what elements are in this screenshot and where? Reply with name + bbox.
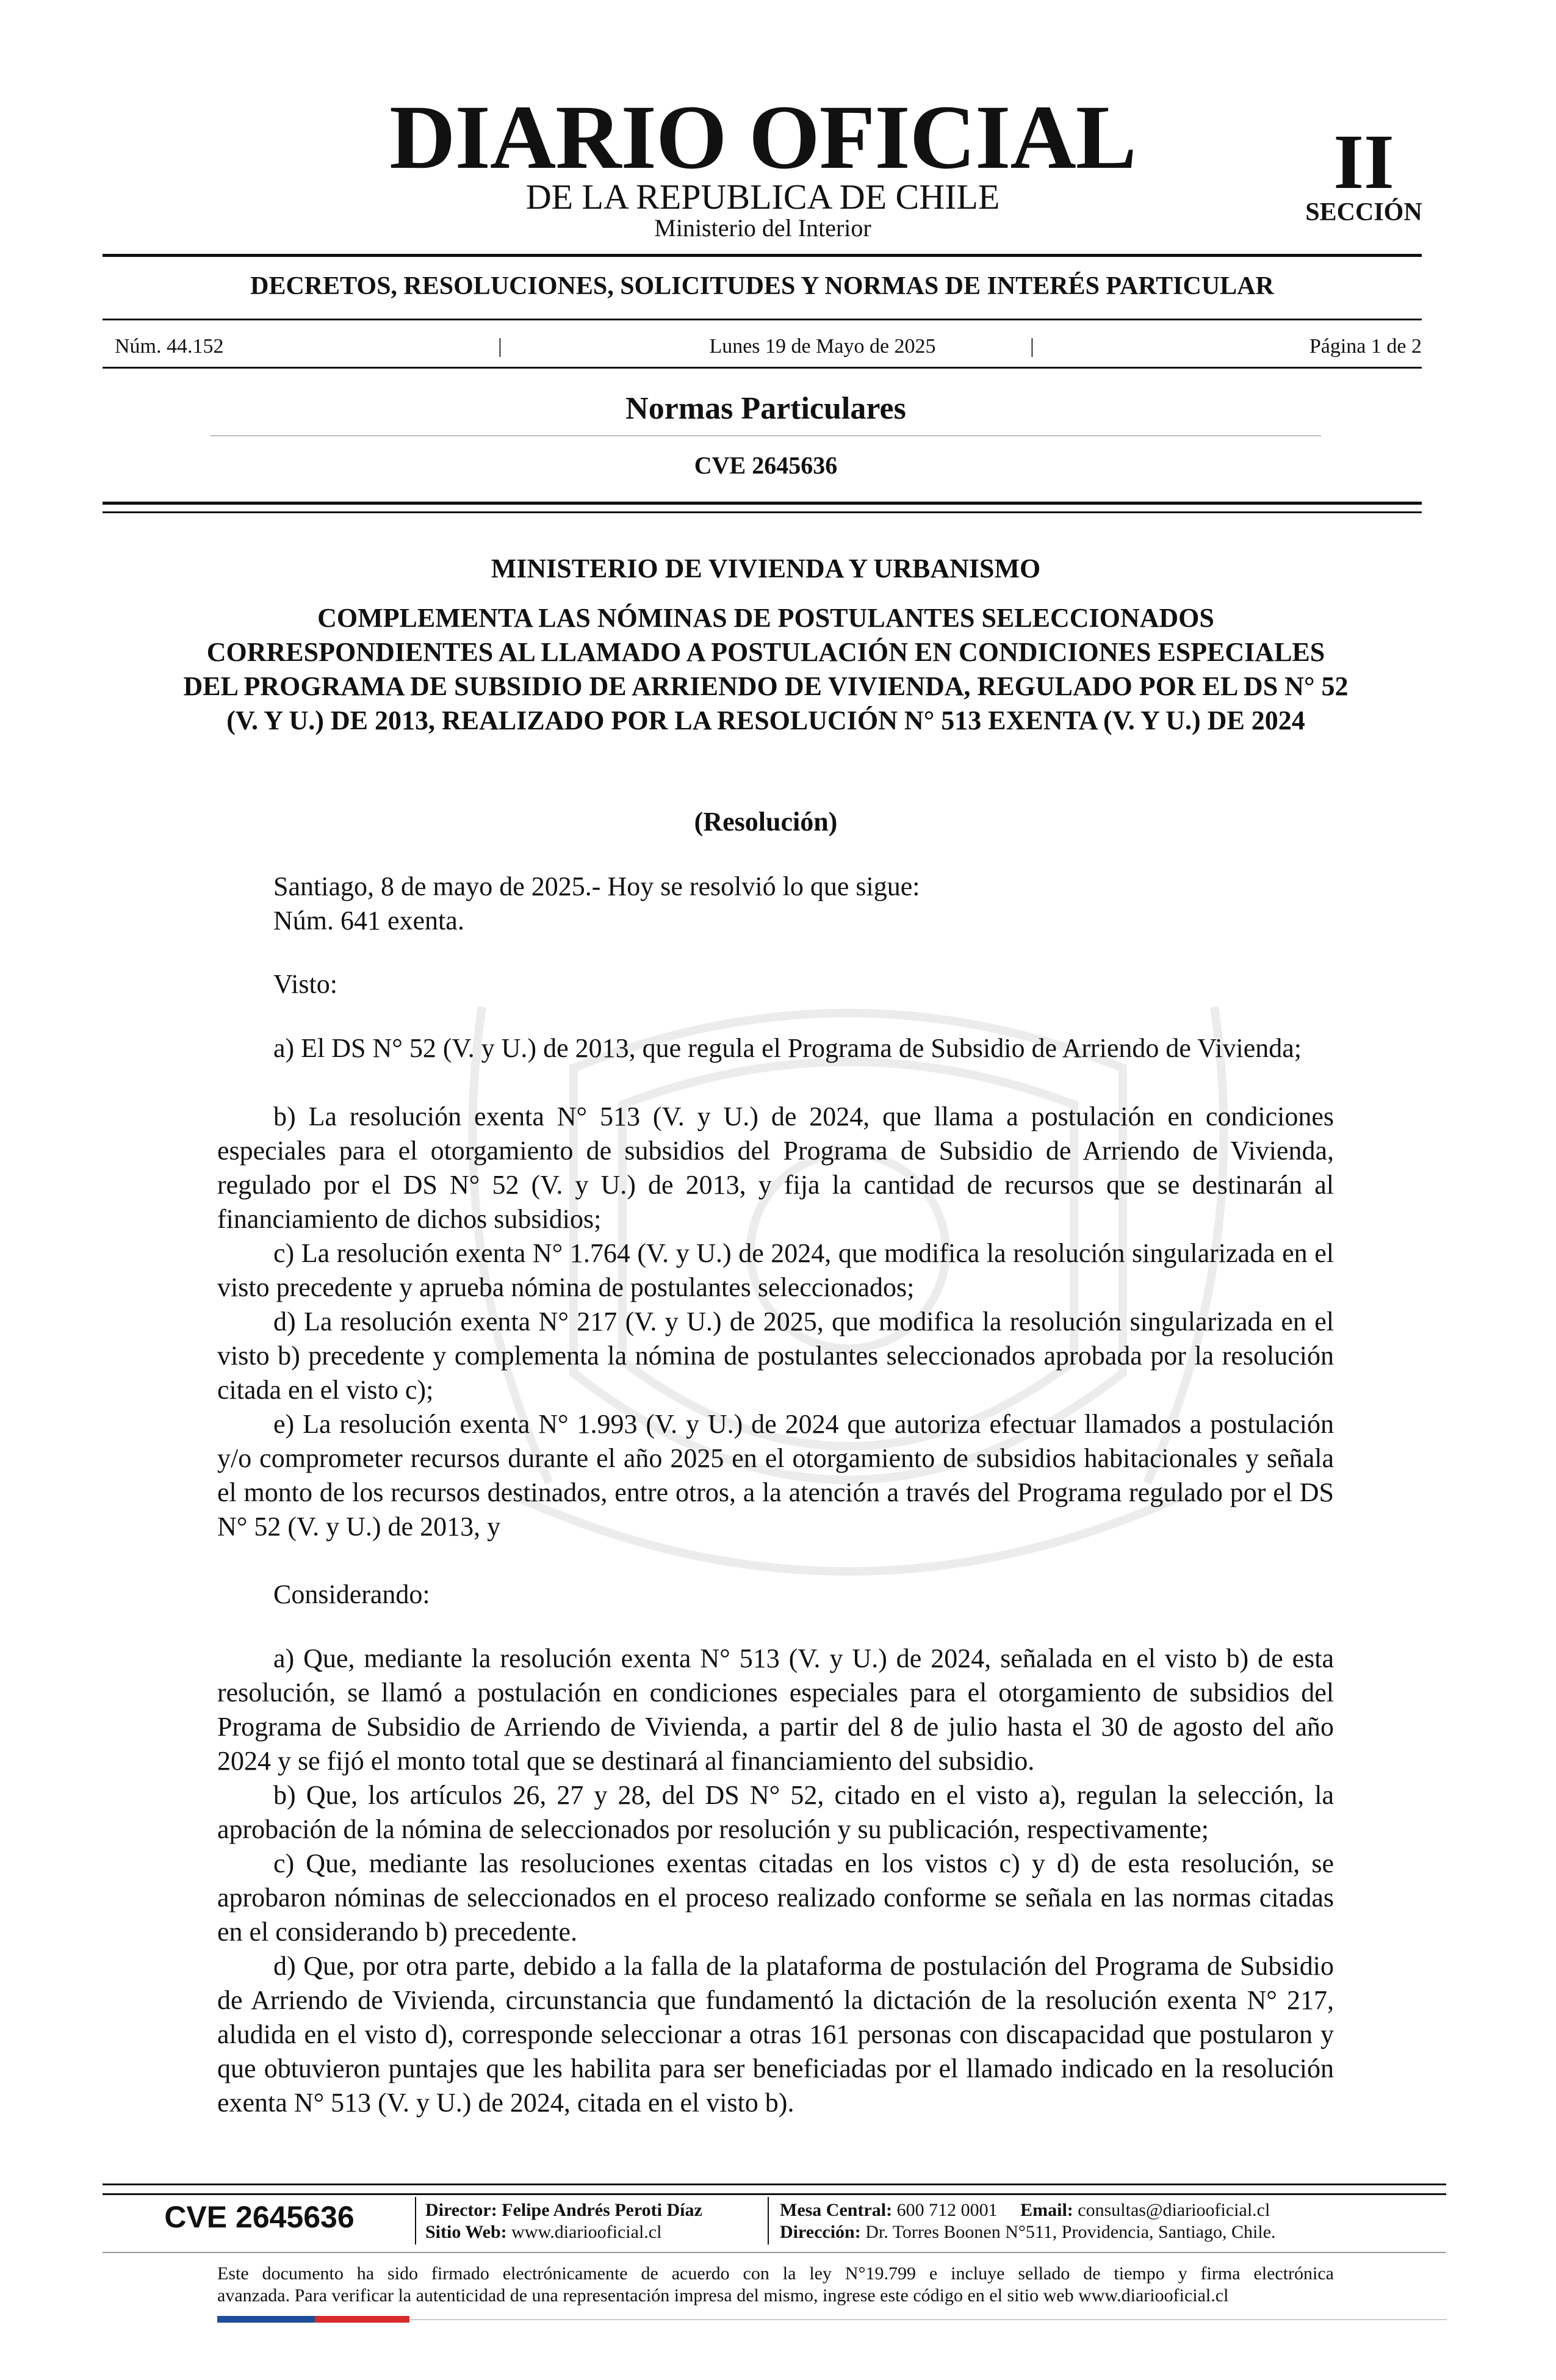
separator: | xyxy=(498,335,502,358)
visto-item: d) La resolución exenta N° 217 (V. y U.) de 2025, que modifica la resolución singularizada en el visto b) precedente y complementa la nómina de postulantes seleccionados aprobada por la resolución citada en el visto c); xyxy=(217,1307,1334,1405)
considerando-heading: Considerando: xyxy=(273,1579,430,1609)
director-info xyxy=(425,2199,702,2221)
resolution-number: Núm. 641 exenta. xyxy=(273,906,464,936)
footer-divider xyxy=(103,2193,1446,2195)
phone-number: 600 712 0001 xyxy=(896,2200,998,2220)
republic-subtitle: DE LA REPUBLICA DE CHILE xyxy=(525,177,1000,217)
phone-label: Mesa Central: xyxy=(780,2200,893,2220)
visto-heading: Visto: xyxy=(273,969,337,999)
section-subtitle: DECRETOS, RESOLUCIONES, SOLICITUDES Y NORMAS DE INTERÉS PARTICULAR xyxy=(250,272,1274,300)
header-divider xyxy=(103,254,1422,257)
footer-separator xyxy=(415,2197,416,2245)
header-divider xyxy=(103,367,1422,369)
issue-date: Lunes 19 de Mayo de 2025 xyxy=(709,335,936,358)
address-text: Dr. Torres Boonen N°511, Providencia, Santiago, Chile. xyxy=(865,2222,1276,2242)
signature-disclaimer: Este documento ha sido firmado electrónicamente de acuerdo con la ley N°19.799 e incluye sellado de tiempo y firma electrónica xyxy=(217,2263,1334,2284)
document-title: COMPLEMENTA LAS NÓMINAS DE POSTULANTES SELECCIONADOS CORRESPONDIENTES AL LLAMADO A POSTULACIÓN EN CONDICIONES ESPECIALES DEL PROGRAMA DE SUBSIDIO DE ARRIENDO DE VIVIENDA, REGULADO POR EL DS N° 52 (V. Y U.) DE 2013, REALIZADO POR LA RESOLUCIÓN N° 513 EXENTA (V. Y U.) DE 2024 xyxy=(183,603,1349,735)
section-label: SECCIÓN xyxy=(1305,198,1422,226)
email-label: Email: xyxy=(1020,2200,1073,2220)
considerando-item: b) Que, los artículos 26, 27 y 28, del DS N° 52, citado en el visto a), regulan la selección, la aprobación de la nómina de seleccionados por resolución y su publicación, respectivamente; xyxy=(217,1780,1334,1844)
visto-item: b) La resolución exenta N° 513 (V. y U.) de 2024, que llama a postulación en condiciones especiales para el otorgamiento de subsidios del Programa de Subsidio de Arriendo de Vivienda, regulado por el DS N° 52 (V. y U.) de 2013, y fija la cantidad de recursos que se destinarán al financiamiento de dichos subsidios; xyxy=(217,1102,1334,1234)
thin-divider xyxy=(211,435,1321,436)
opening-line: Santiago, 8 de mayo de 2025.- Hoy se resolvió lo que sigue: xyxy=(273,871,920,901)
issue-number: Núm. 44.152 xyxy=(115,335,224,358)
separator: | xyxy=(1030,335,1034,358)
ministry-line: Ministerio del Interior xyxy=(654,214,871,242)
website-info xyxy=(425,2221,661,2243)
header-divider xyxy=(103,319,1422,320)
director-label: Director: xyxy=(425,2200,497,2220)
issue-info-bar xyxy=(103,333,1422,361)
footer-separator xyxy=(768,2197,769,2245)
address-label: Dirección: xyxy=(780,2222,861,2242)
website-link[interactable]: www.diariooficial.cl xyxy=(511,2222,662,2242)
footer-divider xyxy=(103,2183,1446,2185)
footer-cve-code: CVE 2645636 xyxy=(164,2200,355,2234)
footer-bottom-rule xyxy=(409,2319,1447,2320)
considerando-item: a) Que, mediante la resolución exenta N° 513 (V. y U.) de 2024, señalada en el visto b) de esta resolución, se llamó a postulación en condiciones especiales para el otorgamiento de subsidios del Programa de Subsidio de Arriendo de Vivienda, a partir del 8 de julio hasta el 30 de agosto del año 2024 y se fijó el monto total que se destinará al financiamiento del subsidio. xyxy=(217,1643,1334,1776)
flag-stripe-blue xyxy=(217,2316,315,2323)
verification-disclaimer: avanzada. Para verificar la autenticidad de una representación impresa del mismo, ingrese este código en el sitio web www.diariooficial.cl xyxy=(217,2285,1229,2306)
flag-stripe-red xyxy=(315,2316,409,2323)
footer-divider xyxy=(103,2252,1446,2253)
cve-code: CVE 2645636 xyxy=(694,452,838,479)
issuing-ministry: MINISTERIO DE VIVIENDA Y URBANISMO xyxy=(491,554,1041,583)
visto-item: e) La resolución exenta N° 1.993 (V. y U.) de 2024 que autoriza efectuar llamados a postulación y/o comprometer recursos durante el año 2025 en el otorgamiento de subsidios habitacionales y señala el monto de los recursos destinados, entre otros, a la atención a través del Programa regulado por el DS N° 52 (V. y U.) de 2013, y xyxy=(217,1409,1334,1542)
email-link[interactable]: consultas@diariooficial.cl xyxy=(1078,2200,1270,2220)
visto-item: c) La resolución exenta N° 1.764 (V. y U.) de 2024, que modifica la resolución singularizada en el visto precedente y aprueba nómina de postulantes seleccionados; xyxy=(217,1238,1334,1302)
website-label: Sitio Web: xyxy=(425,2222,507,2242)
document-type: (Resolución) xyxy=(694,807,838,837)
newspaper-masthead: DIARIO OFICIAL xyxy=(389,87,1136,188)
director-name: Felipe Andrés Peroti Díaz xyxy=(502,2200,702,2220)
double-rule xyxy=(103,502,1422,505)
visto-item: a) El DS N° 52 (V. y U.) de 2013, que regula el Programa de Subsidio de Arriendo de Vivienda; xyxy=(273,1033,1302,1063)
contact-info xyxy=(780,2199,1270,2221)
considerando-item: d) Que, por otra parte, debido a la falla de la plataforma de postulación del Programa de Subsidio de Arriendo de Vivienda, circunstancia que fundamentó la dictación de la resolución exenta N° 217, aludida en el visto d), corresponde seleccionar a otras 161 personas con discapacidad que postularon y que obtuvieron puntajes que les habilita para ser beneficiadas por el llamado indicado en la resolución exenta N° 513 (V. y U.) de 2024, citada en el visto b). xyxy=(217,1951,1334,2118)
section-number: II xyxy=(1333,118,1394,205)
double-rule xyxy=(103,511,1422,513)
address-info xyxy=(780,2221,1276,2243)
section-title: Normas Particulares xyxy=(625,391,906,426)
considerando-item: c) Que, mediante las resoluciones exentas citadas en los vistos c) y d) de esta resolución, se aprobaron nóminas de seleccionados en el proceso realizado conforme se señala en las normas citadas en el considerando b) precedente. xyxy=(217,1848,1334,1947)
page-indicator: Página 1 de 2 xyxy=(1309,335,1422,358)
